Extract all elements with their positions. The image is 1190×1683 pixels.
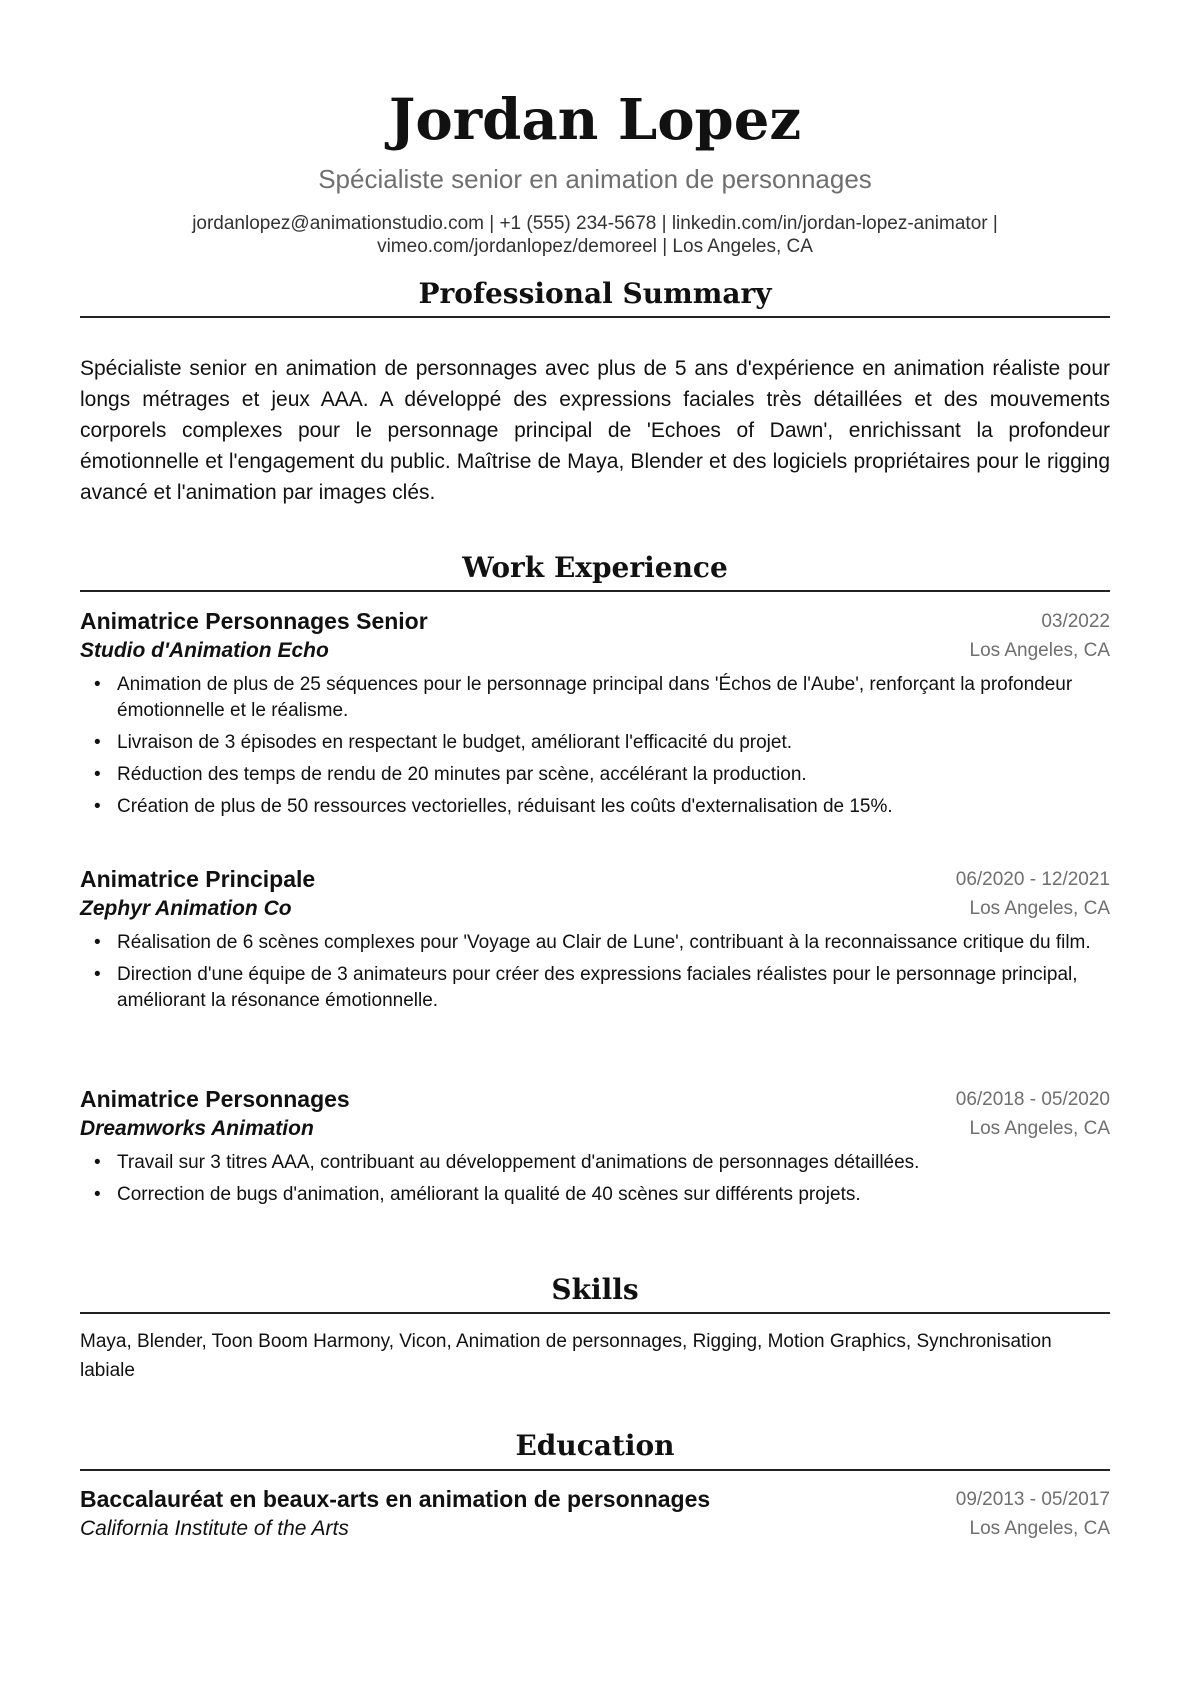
job-header-row [80,1085,1110,1114]
bullet-icon: • [94,932,101,953]
job-date: 03/2022 [1041,611,1110,632]
job-title: Animatrice Personnages Senior [80,608,428,634]
bullet-icon: • [94,732,101,753]
job-bullets [80,672,1110,820]
bullet-icon: • [94,764,101,785]
education-degree: Baccalauréat en beaux-arts en animation de personnages [80,1486,711,1512]
candidate-name: Jordan Lopez [388,87,802,153]
bullet-icon: • [94,1184,101,1205]
job-company: Dreamworks Animation [80,1117,314,1140]
bullet-icon: • [94,796,101,817]
job-bullet-text: Réalisation de 6 scènes complexes pour 'Voyage au Clair de Lune', contribuant à la reconnaissance critique du film. [117,932,1091,953]
summary-text: Spécialiste senior en animation de personnages avec plus de 5 ans d'expérience en animation réaliste pour longs métrages et jeux AAA. A développé des expressions faciales très détaillées et des mouvements corporels complexes pour le personnage principal de 'Echoes of Dawn', enrichissant la profondeur émotionnelle et l'engagement du public. Maîtrise de Maya, Blender et des logiciels propriétaires pour le rigging avancé et l'animation par images clés. [80,357,1110,504]
education-divider [80,1469,1110,1471]
skills-heading: Skills [551,1273,639,1306]
bullet-icon: • [94,674,101,695]
experience-heading: Work Experience [462,551,728,584]
job-company-row [80,1114,1110,1143]
job-bullet [80,930,1110,956]
contact-info [140,212,1050,258]
education-header-row [80,1485,1110,1514]
job-location: Los Angeles, CA [969,1118,1110,1139]
job-location: Los Angeles, CA [969,640,1110,661]
job-bullet-text: Direction d'une équipe de 3 animateurs pour créer des expressions faciales réalistes pour le personnage principal, améliorant la résonance émotionnelle. [117,964,1078,1011]
job-bullet [80,762,1110,788]
education-school: California Institute of the Arts [80,1517,349,1540]
job-bullet [80,730,1110,756]
contact-line-2: vimeo.com/jordanlopez/demoreel | Los Angeles, CA [377,236,813,257]
job-bullet-text: Travail sur 3 titres AAA, contribuant au développement d'animations de personnages détaillées. [117,1152,920,1173]
candidate-title: Spécialiste senior en animation de personnages [318,164,872,194]
education-heading: Education [515,1429,675,1462]
job-location: Los Angeles, CA [969,898,1110,919]
bullet-icon: • [94,1152,101,1173]
summary-heading: Professional Summary [418,277,772,310]
job-bullet-text: Création de plus de 50 ressources vectorielles, réduisant les coûts d'externalisation de 15%. [117,796,893,817]
bullet-icon: • [94,964,101,985]
contact-line-1: jordanlopez@animationstudio.com | +1 (555) 234-5678 | linkedin.com/in/jordan-lopez-animator | [192,213,998,234]
job-bullets [80,930,1110,1014]
education-location: Los Angeles, CA [969,1518,1110,1539]
job-bullet-text: Animation de plus de 25 séquences pour le personnage principal dans 'Échos de l'Aube', renforçant la profondeur émotionnelle et le réalisme. [117,674,1073,721]
job-date: 06/2018 - 05/2020 [955,1089,1110,1110]
job-bullet-text: Livraison de 3 épisodes en respectant le budget, améliorant l'efficacité du projet. [117,732,793,753]
job-header-row [80,607,1110,636]
skills-text: Maya, Blender, Toon Boom Harmony, Vicon, Animation de personnages, Rigging, Motion Graphics, Synchronisation labiale [80,1331,1052,1381]
education-entry [80,1485,1110,1543]
job-date: 06/2020 - 12/2021 [955,869,1110,890]
skills-divider [80,1312,1110,1314]
job-entry [80,607,1110,826]
job-bullet [80,794,1110,820]
job-header-row [80,865,1110,894]
job-bullet-text: Réduction des temps de rendu de 20 minutes par scène, accélérant la production. [117,764,807,785]
job-title: Animatrice Personnages [80,1086,350,1112]
job-bullet [80,1182,1110,1208]
job-entry [80,865,1110,1020]
job-bullet [80,1150,1110,1176]
job-company-row [80,636,1110,665]
job-company-row [80,894,1110,923]
education-date: 09/2013 - 05/2017 [955,1489,1110,1510]
job-title: Animatrice Principale [80,866,316,892]
experience-divider [80,590,1110,592]
job-bullet-text: Correction de bugs d'animation, améliorant la qualité de 40 scènes sur différents projets. [117,1184,861,1205]
job-bullets [80,1150,1110,1208]
job-bullet [80,672,1110,724]
job-company: Studio d'Animation Echo [80,639,329,662]
job-entry [80,1085,1110,1214]
summary-divider [80,316,1110,318]
education-school-row [80,1514,1110,1543]
job-bullet [80,962,1110,1014]
job-company: Zephyr Animation Co [80,897,292,920]
